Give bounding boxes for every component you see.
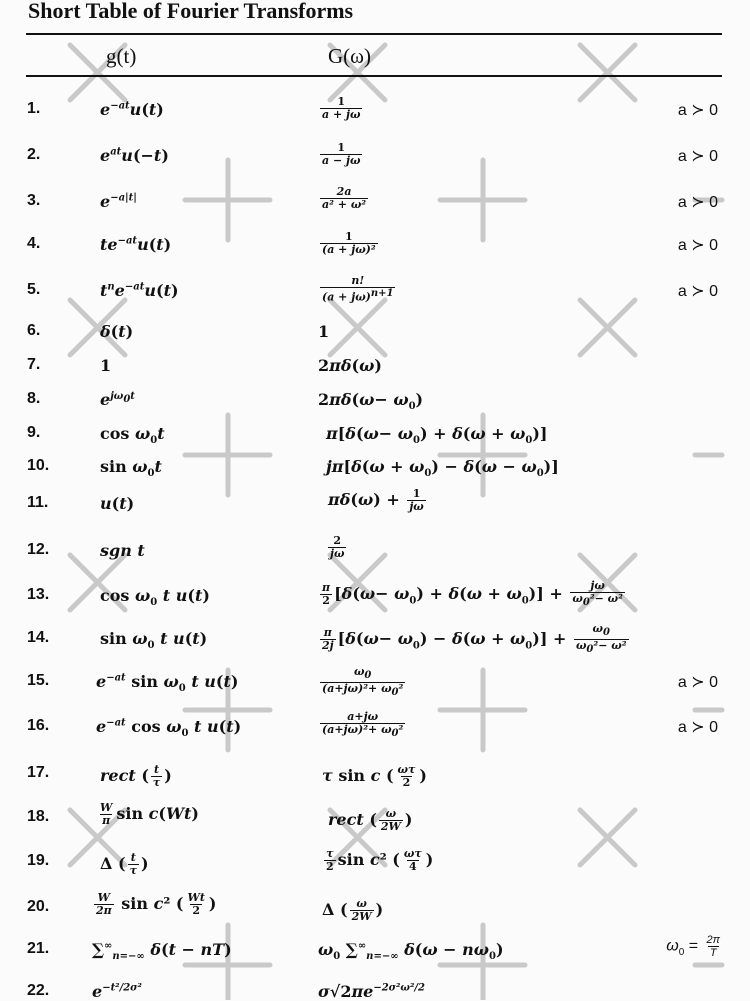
row-number: 6.	[27, 322, 41, 339]
row-number: 7.	[27, 356, 41, 373]
time-function: $e^{at}u(-t)$	[100, 146, 169, 165]
time-function: $te^{-at}u(t)$	[100, 235, 172, 254]
transform: $\frac{2a}{\text{a² + ω²}}$	[322, 185, 367, 211]
condition: a ≻ 0	[677, 102, 718, 119]
condition: a ≻ 0	[677, 148, 718, 165]
transform: $\frac{n!}{(a + j\omega)^{n+1}}$	[322, 274, 394, 304]
transform: $\pi[\delta(\omega- \omega_0) + \delta(\omega + \omega_0)]$	[326, 424, 548, 447]
column-header-G: G(ω)	[328, 44, 371, 68]
row-number: 20.	[27, 898, 50, 915]
page-title: Short Table of Fourier Transforms	[28, 0, 354, 23]
column-header-g: g(t)	[106, 44, 137, 68]
row-number: 11.	[27, 494, 49, 511]
transform: $\frac{\tau}{2}$ sin c² ( $\frac{\omega\tau}{4}$ )	[326, 847, 434, 873]
row-number: 1.	[27, 100, 41, 117]
row-number: 15.	[27, 672, 50, 689]
time-function: $\frac{W}{2\pi}$ sin c² ( $\frac{Wt}{2}$ )	[96, 891, 217, 917]
row-number: 21.	[27, 940, 50, 957]
row-number: 19.	[27, 852, 50, 869]
time-function: δ(t)	[100, 322, 134, 341]
transform: $\frac{1}{\text{(a + jω)²}}$	[322, 230, 376, 256]
transform: rect ( $\frac{\omega}{2W}$ )	[328, 807, 413, 833]
time-function: rect ( $\frac{t}{\tau}$ )	[100, 763, 172, 789]
transform: $j\pi[\delta(\omega + \omega_0) - \delta(\omega - \omega_0)]$	[326, 457, 559, 480]
row-number: 16.	[27, 717, 50, 734]
transform: $\omega_0$ $\sum^\infty_{n=-\infty}$ $\delta(\omega - n\omega_0)$	[318, 940, 504, 963]
time-function: $e^{j\omega_0t}$	[100, 390, 135, 409]
header-rule	[26, 75, 722, 77]
row-number: 14.	[27, 629, 50, 646]
transform: $\frac{a+j\omega}{(a+j\omega)^2+ \omega_0^2}$	[322, 710, 404, 740]
time-function: $t^ne^{-at}u(t)$	[100, 281, 179, 300]
time-function: $e^{-at}u(t)$	[100, 100, 164, 119]
time-function: Δ ( $\frac{t}{\tau}$ )	[100, 851, 149, 877]
row-number: 10.	[27, 457, 50, 474]
time-function: $e^{-t^2/2\sigma^2}$	[92, 982, 142, 1001]
transform: $\sigma√2\pi e^{-2\sigma^2\omega^2/2}$	[318, 982, 425, 1001]
time-function: $\frac{W}{\pi}$ sin c(Wt)	[100, 801, 199, 827]
row-number: 3.	[27, 192, 41, 209]
condition: a ≻ 0	[677, 194, 718, 211]
transform: Δ ( $\frac{\omega}{2W}$ )	[322, 897, 384, 923]
time-function: $e^{-at}$ $\sin \omega_0$ t u(t)	[96, 672, 239, 695]
time-function: u(t)	[100, 494, 135, 513]
time-function: $e^{-at}$ $\cos \omega_0$ t u(t)	[96, 717, 242, 740]
condition: a ≻ 0	[677, 237, 718, 254]
time-function: $\sin \omega_0$ t u(t)	[100, 629, 208, 652]
condition: a ≻ 0	[677, 283, 718, 300]
row-number: 4.	[27, 235, 41, 252]
transform: 1	[318, 322, 330, 341]
condition: $\omega_0$ = $\frac{2\pi}{T}$	[666, 934, 720, 959]
transform: $\frac{1}{a - j\omega}$	[322, 141, 361, 167]
transform: $\frac{1}{a + j\omega}$	[322, 95, 361, 121]
transform: τ sin c ( $\frac{\omega\tau}{2}$ )	[322, 763, 427, 789]
time-function: $\sin \omega_0t$	[100, 457, 162, 480]
transform: $\frac{2}{j\omega}$	[330, 534, 345, 560]
row-number: 8.	[27, 390, 41, 407]
condition: a ≻ 0	[677, 674, 718, 691]
time-function: $\cos \omega_0$ t u(t)	[100, 586, 210, 609]
transform: πδ(ω) + $\frac{1}{j\omega}$	[328, 487, 424, 513]
row-number: 18.	[27, 808, 50, 825]
time-function: 1	[100, 356, 112, 375]
time-function: sgn t	[100, 541, 145, 560]
time-function: $\sum^\infty_{n=-\infty}$ δ(t − nT)	[92, 940, 232, 963]
time-function: $\cos \omega_0t$	[100, 424, 165, 447]
row-number: 5.	[27, 281, 41, 298]
row-number: 12.	[27, 541, 50, 558]
row-number: 9.	[27, 424, 41, 441]
row-number: 22.	[27, 982, 50, 999]
condition: a ≻ 0	[677, 719, 718, 736]
row-number: 17.	[27, 764, 50, 781]
transform: $\frac{\pi}{2j}$ $[\delta(\omega- \omega_0) - \delta(\omega + \omega_0)]$ + $\frac{\omega_0}{\omega_0^2- \omega^2}$	[322, 622, 627, 656]
transform: $2\pi\delta(\omega- \omega_0)$	[318, 390, 424, 413]
top-rule	[26, 33, 722, 35]
time-function: $e^{-a|t|}$	[100, 192, 137, 211]
row-number: 13.	[27, 586, 50, 603]
row-number: 2.	[27, 146, 41, 163]
transform: $\frac{\pi}{2}$ $[\delta(\omega- \omega_0) + \delta(\omega + \omega_0)]$ + $\frac{j\omega}{\omega_0^2- \omega^2}$	[322, 579, 623, 609]
transform: 2πδ(ω)	[318, 356, 382, 375]
transform: $\frac{\omega_0}{(a+j\omega)^2+ \omega_0^2}$	[322, 665, 404, 699]
